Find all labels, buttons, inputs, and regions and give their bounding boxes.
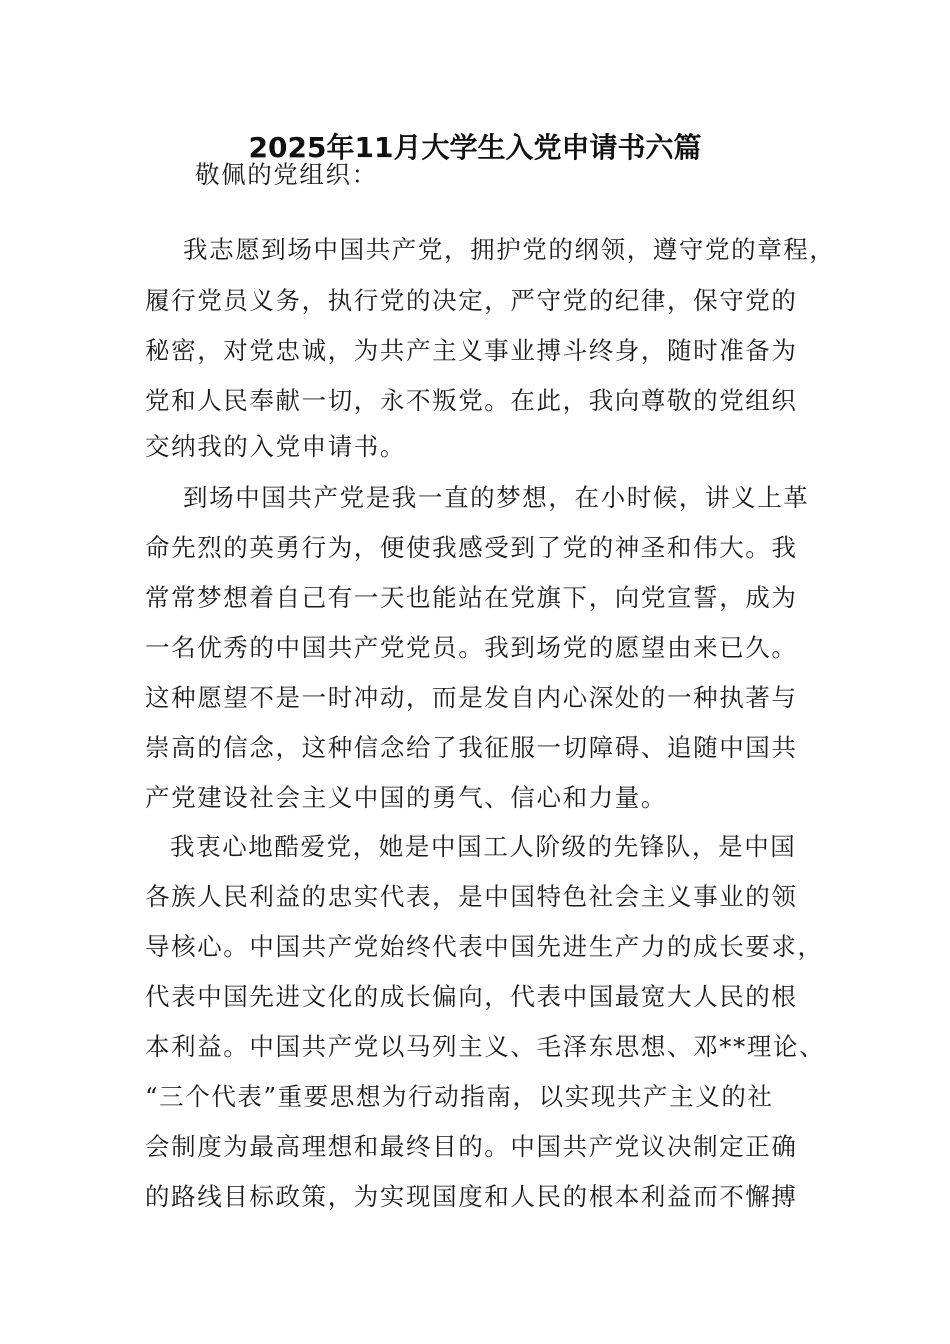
paragraph-line: 我衷心地酷爱党，她是中国工人阶级的先锋队，是中国 [170, 832, 797, 861]
paragraph-line: 命先烈的英勇行为，便使我感受到了党的神圣和伟大。我 [145, 533, 798, 562]
paragraph-line: 党和人民奉献一切，永不叛党。在此，我向尊敬的党组织 [145, 386, 798, 415]
paragraph-line: 到场中国共产党是我一直的梦想，在小时候，讲义上革 [183, 483, 810, 512]
paragraph-line: 的路线目标政策，为实现国度和人民的根本利益而不懈搏 [145, 1182, 798, 1211]
paragraph-line: “三个代表”重要思想为行动指南，以实现共产主义的社 [145, 1082, 774, 1111]
paragraph-line: 这种愿望不是一时冲动，而是发自内心深处的一种执著与 [145, 683, 798, 712]
paragraph-line: 导核心。中国共产党始终代表中国先进生产力的成长要求， [145, 932, 824, 961]
paragraph-line: 常常梦想着自己有一天也能站在党旗下，向党宣誓，成为 [145, 583, 798, 612]
paragraph-line: 一名优秀的中国共产党党员。我到场党的愿望由来已久。 [145, 633, 798, 662]
salutation: 敬佩的党组织： [195, 160, 378, 189]
paragraph-line: 代表中国先进文化的成长偏向，代表中国最宽大人民的根 [145, 982, 798, 1011]
document-title: 2025年11月大学生入党申请书六篇 [248, 131, 702, 164]
paragraph-line: 履行党员义务，执行党的决定，严守党的纪律，保守党的 [145, 286, 798, 315]
paragraph-line: 崇高的信念，这种信念给了我征服一切障碍、追随中国共 [145, 733, 798, 762]
paragraph-line: 我志愿到场中国共产党，拥护党的纲领，遵守党的章程， [183, 235, 836, 264]
paragraph-line: 本利益。中国共产党以马列主义、毛泽东思想、邓**理论、 [145, 1032, 826, 1061]
paragraph-line: 各族人民利益的忠实代表，是中国特色社会主义事业的领 [145, 882, 798, 911]
paragraph-line: 会制度为最高理想和最终目的。中国共产党议决制定正确 [145, 1132, 798, 1161]
paragraph-line: 产党建设社会主义中国的勇气、信心和力量。 [145, 783, 667, 812]
paragraph-line: 秘密，对党忠诚，为共产主义事业搏斗终身，随时准备为 [145, 336, 798, 365]
paragraph-line: 交纳我的入党申请书。 [145, 432, 406, 461]
